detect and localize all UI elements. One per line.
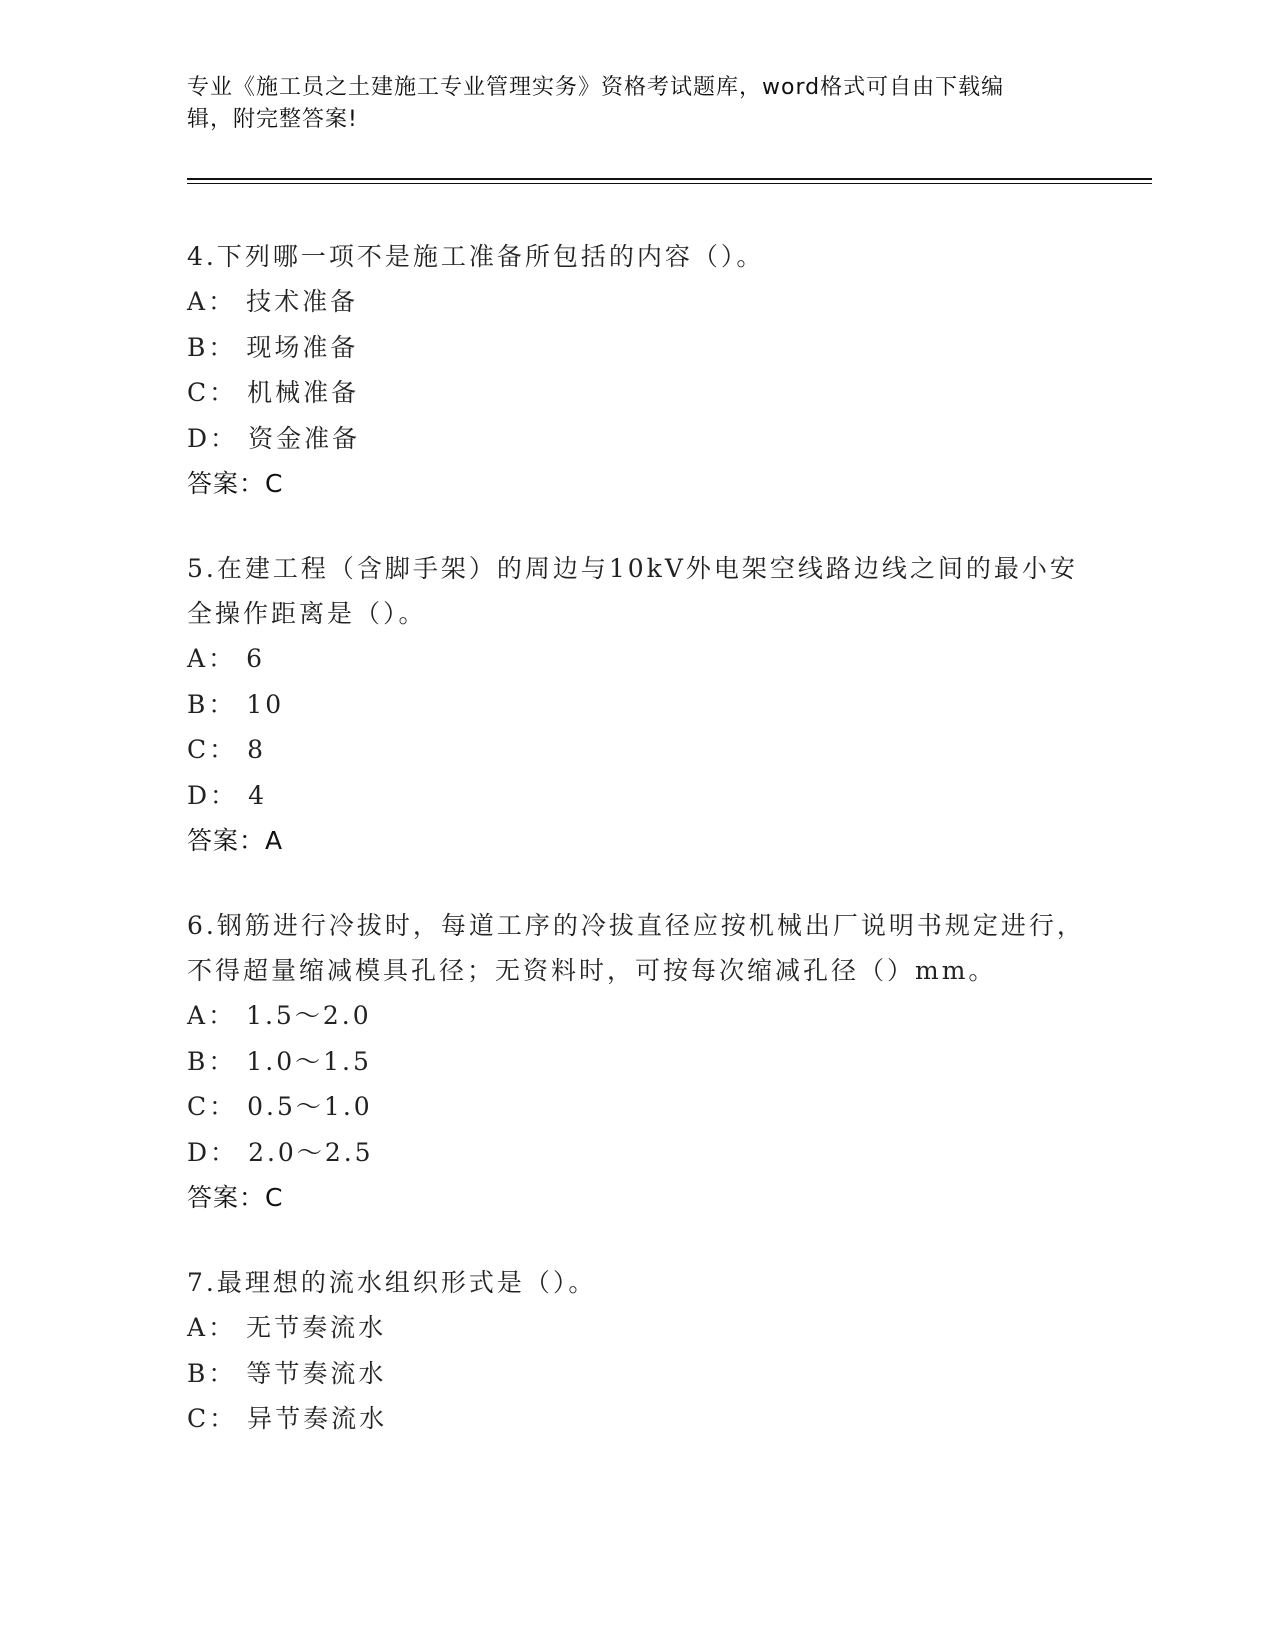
- option-text: 10: [246, 689, 285, 719]
- option-separator: ：: [210, 1137, 239, 1167]
- option-text: 6: [246, 644, 265, 673]
- option-key: A: [187, 644, 209, 673]
- option-c: [187, 1084, 1087, 1130]
- option-text: 4: [248, 780, 267, 810]
- answer-line: 答案：C: [187, 1183, 284, 1212]
- option-separator: ：: [208, 689, 237, 719]
- answer-line: 答案：C: [187, 469, 284, 498]
- option-key: C: [187, 1404, 210, 1433]
- option-separator: ：: [208, 1001, 237, 1030]
- option-separator: ：: [209, 735, 238, 764]
- option-text: 2.0～2.5: [248, 1137, 374, 1167]
- option-b: [187, 1351, 1087, 1397]
- option-separator: ：: [209, 1092, 238, 1121]
- option-key: D: [187, 780, 211, 810]
- option-text: 现场准备: [246, 332, 359, 362]
- option-text: 0.5～1.0: [247, 1092, 373, 1121]
- option-c: [187, 370, 1087, 416]
- option-key: D: [187, 423, 211, 453]
- option-d: [187, 416, 1087, 462]
- option-a: [187, 1305, 1087, 1351]
- header-title-line-2: 辑，附完整答案!: [187, 107, 358, 132]
- option-text: 无节奏流水: [246, 1313, 387, 1342]
- option-separator: ：: [208, 287, 237, 316]
- option-c: [187, 727, 1087, 773]
- option-a: [187, 636, 1087, 682]
- option-b: [187, 1039, 1087, 1085]
- option-a: [187, 279, 1087, 325]
- option-separator: ：: [210, 423, 239, 453]
- question-stem: 7.最理想的流水组织形式是（）。: [187, 1268, 597, 1297]
- option-key: D: [187, 1137, 211, 1167]
- option-key: C: [187, 735, 210, 764]
- document-header: [187, 72, 1067, 136]
- option-c: [187, 1396, 1087, 1442]
- option-key: C: [187, 1092, 210, 1121]
- option-separator: ：: [208, 1046, 237, 1076]
- option-separator: ：: [208, 1313, 237, 1342]
- question-stem: 6.钢筋进行冷拔时，每道工序的冷拔直径应按机械出厂说明书规定进行，不得超量缩减模具孔径；无资料时，可按每次缩减孔径（）mm。: [187, 911, 1085, 985]
- option-text: 1.0～1.5: [246, 1046, 372, 1076]
- option-text: 等节奏流水: [246, 1358, 387, 1388]
- option-a: [187, 993, 1087, 1039]
- option-key: B: [187, 1358, 209, 1388]
- option-text: 技术准备: [246, 287, 359, 316]
- question-4: [187, 234, 1087, 506]
- question-6: [187, 903, 1087, 1220]
- option-text: 异节奏流水: [247, 1404, 388, 1433]
- header-divider-top: [187, 178, 1152, 180]
- header-divider-bottom: [187, 183, 1152, 184]
- option-key: A: [187, 1001, 209, 1030]
- option-key: A: [187, 1313, 209, 1342]
- question-7: [187, 1260, 1087, 1442]
- answer-line: 答案：A: [187, 826, 284, 855]
- option-text: 8: [247, 735, 267, 764]
- option-key: B: [187, 1046, 209, 1076]
- option-b: [187, 682, 1087, 728]
- option-key: C: [187, 378, 210, 407]
- option-key: B: [187, 332, 209, 362]
- option-separator: ：: [210, 780, 239, 810]
- option-key: A: [187, 287, 209, 316]
- question-stem: 4.下列哪一项不是施工准备所包括的内容（）。: [187, 242, 765, 271]
- option-d: [187, 773, 1087, 819]
- option-text: 机械准备: [247, 378, 360, 407]
- option-d: [187, 1130, 1087, 1176]
- option-text: 1.5～2.0: [246, 1001, 372, 1030]
- question-stem: 5.在建工程（含脚手架）的周边与10kV外电架空线路边线之间的最小安全操作距离是（）。: [187, 554, 1078, 628]
- question-5: [187, 546, 1087, 863]
- option-separator: ：: [208, 1358, 237, 1388]
- option-separator: ：: [209, 1404, 238, 1433]
- option-b: [187, 325, 1087, 371]
- option-separator: ：: [208, 332, 237, 362]
- header-title-line-1: 专业《施工员之土建施工专业管理实务》资格考试题库，word格式可自由下载编: [187, 75, 1005, 100]
- question-list: [187, 234, 1087, 1482]
- option-key: B: [187, 689, 209, 719]
- option-text: 资金准备: [248, 423, 361, 453]
- option-separator: ：: [209, 378, 238, 407]
- option-separator: ：: [208, 644, 237, 673]
